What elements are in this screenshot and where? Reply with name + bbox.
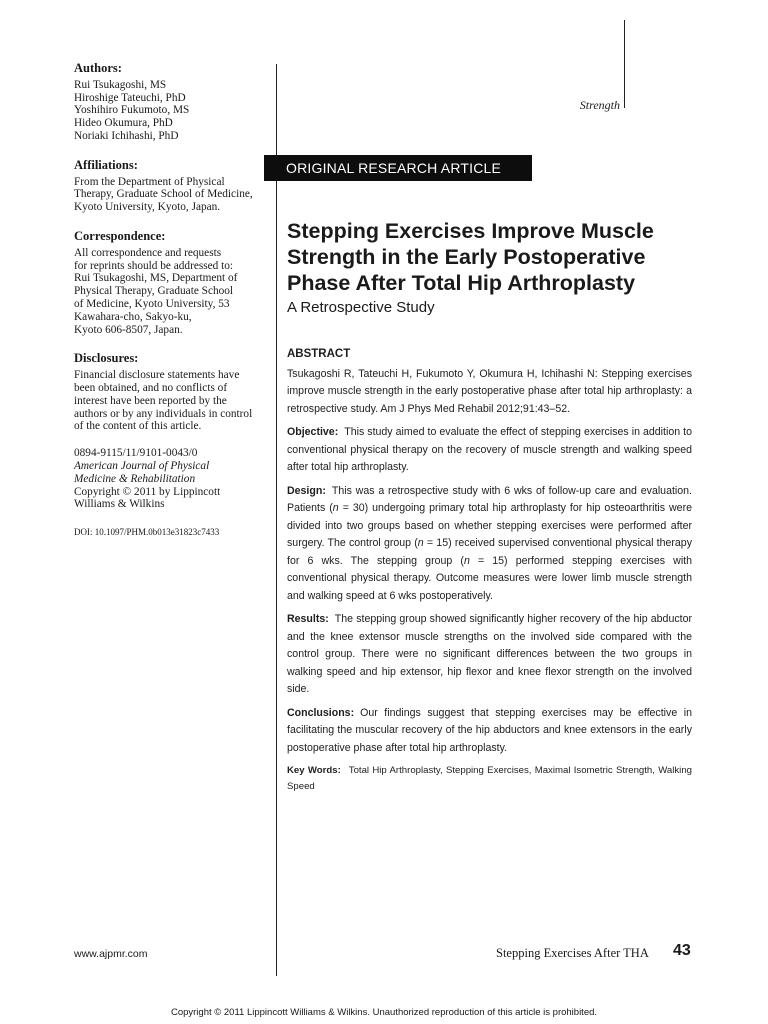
author-name: Noriaki Ichihashi, PhD bbox=[74, 129, 179, 142]
column-divider-line bbox=[276, 64, 277, 976]
disclosure-line: authors or by any individuals in control bbox=[74, 407, 253, 420]
correspondence-block bbox=[74, 230, 266, 336]
copyright-line: Copyright © 2011 by Lippincott bbox=[74, 485, 221, 498]
correspondence-heading: Correspondence: bbox=[74, 228, 166, 243]
design-text: = 15) performed stepping exercises with conventional physical therapy. Outcome measures were lower limb muscle strength and walking speed at 6 wks postoperatively. bbox=[287, 554, 693, 602]
disclosure-line: of the content of this article. bbox=[74, 420, 202, 433]
abstract-results bbox=[287, 611, 692, 699]
affiliation-line: From the Department of Physical bbox=[74, 175, 225, 188]
correspondence-line: All correspondence and requests bbox=[74, 246, 222, 259]
design-n: n bbox=[332, 502, 339, 514]
abstract-design bbox=[287, 483, 692, 606]
keywords-text: Total Hip Arthroplasty, Stepping Exercises, Maximal Isometric Strength, Walking Speed bbox=[287, 765, 692, 792]
sidebar bbox=[74, 62, 266, 538]
top-divider-line bbox=[624, 20, 625, 108]
correspondence-line: Physical Therapy, Graduate School bbox=[74, 285, 234, 298]
running-head: Strength bbox=[579, 98, 620, 112]
affiliation-line: Therapy, Graduate School of Medicine, bbox=[74, 188, 253, 201]
design-text: = 30) undergoing primary total hip arthroplasty for hip osteoarthritis were divided into two groups based on whether stepping exercises were performed after surgery. The control group ( bbox=[287, 502, 692, 549]
correspondence-line: Kyoto 606-8507, Japan. bbox=[74, 323, 183, 336]
abstract bbox=[287, 346, 692, 801]
title-line: Strength in the Early Postoperative bbox=[287, 245, 646, 269]
author-name: Rui Tsukagoshi, MS bbox=[74, 78, 167, 91]
author-name: Yoshihiro Fukumoto, MS bbox=[74, 104, 190, 117]
title-line: Stepping Exercises Improve Muscle bbox=[287, 219, 654, 243]
publication-info bbox=[74, 447, 266, 511]
correspondence-line: for reprints should be addressed to: bbox=[74, 259, 234, 272]
article-title bbox=[287, 218, 707, 296]
author-name: Hideo Okumura, PhD bbox=[74, 117, 173, 130]
copyright-notice: Copyright © 2011 Lippincott Williams & Wilkins. Unauthorized reproduction of this article is prohibited. bbox=[170, 1007, 598, 1018]
disclosure-line: been obtained, and no conflicts of bbox=[74, 381, 228, 394]
correspondence-line: of Medicine, Kyoto University, 53 bbox=[74, 297, 230, 310]
abstract-keywords bbox=[287, 763, 692, 795]
abstract-conclusions bbox=[287, 705, 692, 758]
conclusions-label: Conclusions: bbox=[287, 706, 355, 719]
issn: 0894-9115/11/9101-0043/0 bbox=[74, 447, 198, 460]
affiliations-block bbox=[74, 159, 266, 214]
authors-block bbox=[74, 62, 266, 143]
correspondence-line: Rui Tsukagoshi, MS, Department of bbox=[74, 272, 238, 285]
objective-label: Objective: bbox=[287, 426, 339, 438]
design-text: = 15) received supervised conventional physical therapy for 6 wks. The stepping group ( bbox=[287, 537, 693, 567]
abstract-heading: ABSTRACT bbox=[287, 348, 351, 360]
doi: DOI: 10.1097/PHM.0b013e31823c7433 bbox=[74, 527, 220, 538]
conclusions-text: Our findings suggest that stepping exercises may be effective in facilitating the muscular recovery of the hip abductors and knee extensors in the early postoperative phase after total hip arthroplasty. bbox=[287, 706, 692, 754]
page-number: 43 bbox=[673, 942, 691, 959]
journal-name: American Journal of Physical bbox=[74, 459, 210, 472]
abstract-objective bbox=[287, 424, 692, 477]
abstract-citation: Tsukagoshi R, Tateuchi H, Fukumoto Y, Okumura H, Ichihashi N: Stepping exercises improve muscle strength in the early postoperative phase after total hip arthroplasty: a retrospective study. Am J Phys Med Rehabil 2012;91:43–52. bbox=[287, 367, 692, 415]
disclosures-heading: Disclosures: bbox=[74, 351, 139, 366]
keywords-label: Key Words: bbox=[287, 765, 341, 776]
copyright-line: Williams & Wilkins bbox=[74, 498, 165, 511]
journal-name: Medicine & Rehabilitation bbox=[74, 472, 196, 485]
title-line: Phase After Total Hip Arthroplasty bbox=[287, 271, 636, 295]
disclosure-line: interest have been reported by the bbox=[74, 394, 227, 407]
results-label: Results: bbox=[287, 613, 329, 625]
objective-text: This study aimed to evaluate the effect of stepping exercises in addition to conventional physical therapy on the recovery of muscle strength and walking speed after total hip arthroplasty. bbox=[287, 426, 692, 473]
affiliation-line: Kyoto University, Kyoto, Japan. bbox=[74, 201, 221, 214]
results-text: The stepping group showed significantly higher recovery of the hip abductor and the knee extensor muscle strengths on the involved side compared with the control group. There were no significant differences between the two groups in walking speed and hip extensor, hip flexor and knee flexor strength on the involved side. bbox=[287, 613, 692, 695]
article-subtitle: A Retrospective Study bbox=[287, 299, 435, 316]
affiliations-heading: Affiliations: bbox=[74, 157, 138, 172]
disclosure-line: Financial disclosure statements have bbox=[74, 369, 240, 382]
disclosures-block bbox=[74, 352, 266, 433]
design-text: This was a retrospective study with 6 wks of follow-up care and evaluation. Patients ( bbox=[287, 484, 692, 514]
journal-url: www.ajpmr.com bbox=[74, 948, 148, 960]
footer-short-title: Stepping Exercises After THA bbox=[496, 946, 649, 960]
article-type-banner bbox=[264, 155, 532, 181]
authors-heading: Authors: bbox=[74, 61, 122, 75]
design-label: Design: bbox=[287, 484, 326, 497]
article-type-label: ORIGINAL RESEARCH ARTICLE bbox=[286, 160, 502, 176]
correspondence-line: Kawahara-cho, Sakyo-ku, bbox=[74, 310, 192, 323]
design-n: n bbox=[463, 554, 470, 567]
author-name: Hiroshige Tateuchi, PhD bbox=[74, 91, 186, 104]
design-n: n bbox=[417, 537, 424, 549]
